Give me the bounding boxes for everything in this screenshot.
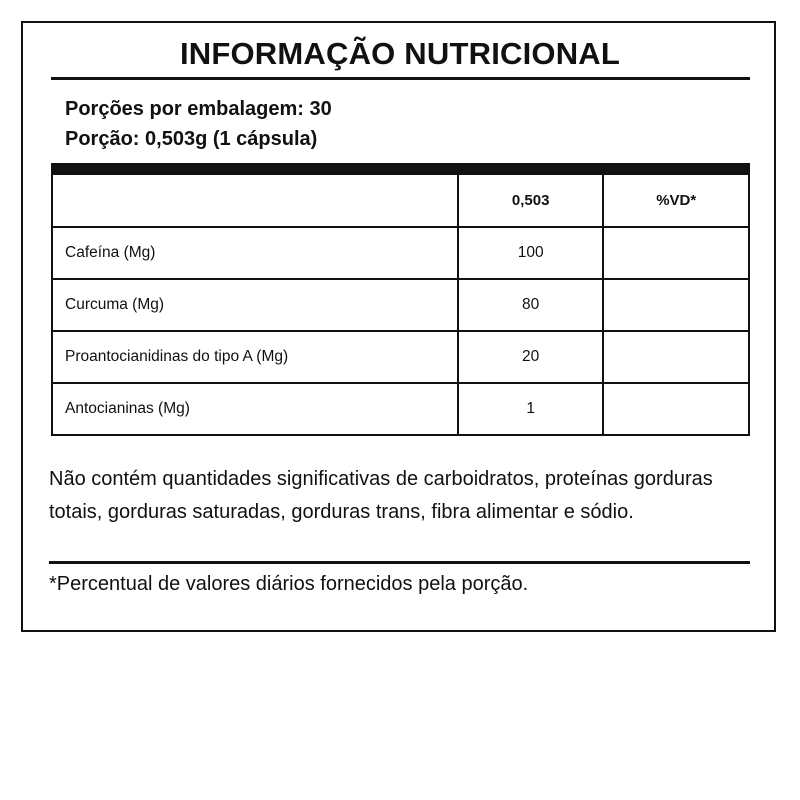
- vd-footnote: *Percentual de valores diários fornecidos pela porção.: [49, 573, 529, 595]
- header-nutrient-cell: [52, 175, 458, 227]
- table-row: [52, 227, 749, 279]
- nutrient-name: Proantocianidinas do tipo A (Mg): [52, 331, 458, 383]
- label-title: INFORMAÇÃO NUTRICIONAL: [179, 36, 621, 71]
- nutrient-vd: [603, 279, 749, 331]
- nutrient-amount: 80: [458, 279, 604, 331]
- nutrition-table: [51, 175, 750, 436]
- nutrient-vd: [603, 331, 749, 383]
- nutrient-vd: [603, 227, 749, 279]
- nutrient-name: Cafeína (Mg): [52, 227, 458, 279]
- table-row: [52, 279, 749, 331]
- nutrient-name: Curcuma (Mg): [52, 279, 458, 331]
- table-row: [52, 383, 749, 435]
- nutrient-vd: [603, 383, 749, 435]
- serving-size: Porção: 0,503g (1 cápsula): [65, 128, 318, 150]
- not-significant-note: Não contém quantidades significativas de carboidratos, proteínas gorduras totais, gorduras saturadas, gorduras trans, fibra alimentar e sódio.: [49, 468, 713, 523]
- thick-divider: [51, 163, 750, 175]
- table-row: [52, 331, 749, 383]
- title-divider: [51, 77, 750, 80]
- footnote-divider: [49, 561, 750, 564]
- header-vd-cell: %VD*: [603, 175, 749, 227]
- header-amount-cell: 0,503: [458, 175, 604, 227]
- nutrient-amount: 1: [458, 383, 604, 435]
- table-header-row: [52, 175, 749, 227]
- nutrient-amount: 20: [458, 331, 604, 383]
- nutrient-name: Antocianinas (Mg): [52, 383, 458, 435]
- nutrient-amount: 100: [458, 227, 604, 279]
- servings-per-package: Porções por embalagem: 30: [65, 98, 332, 120]
